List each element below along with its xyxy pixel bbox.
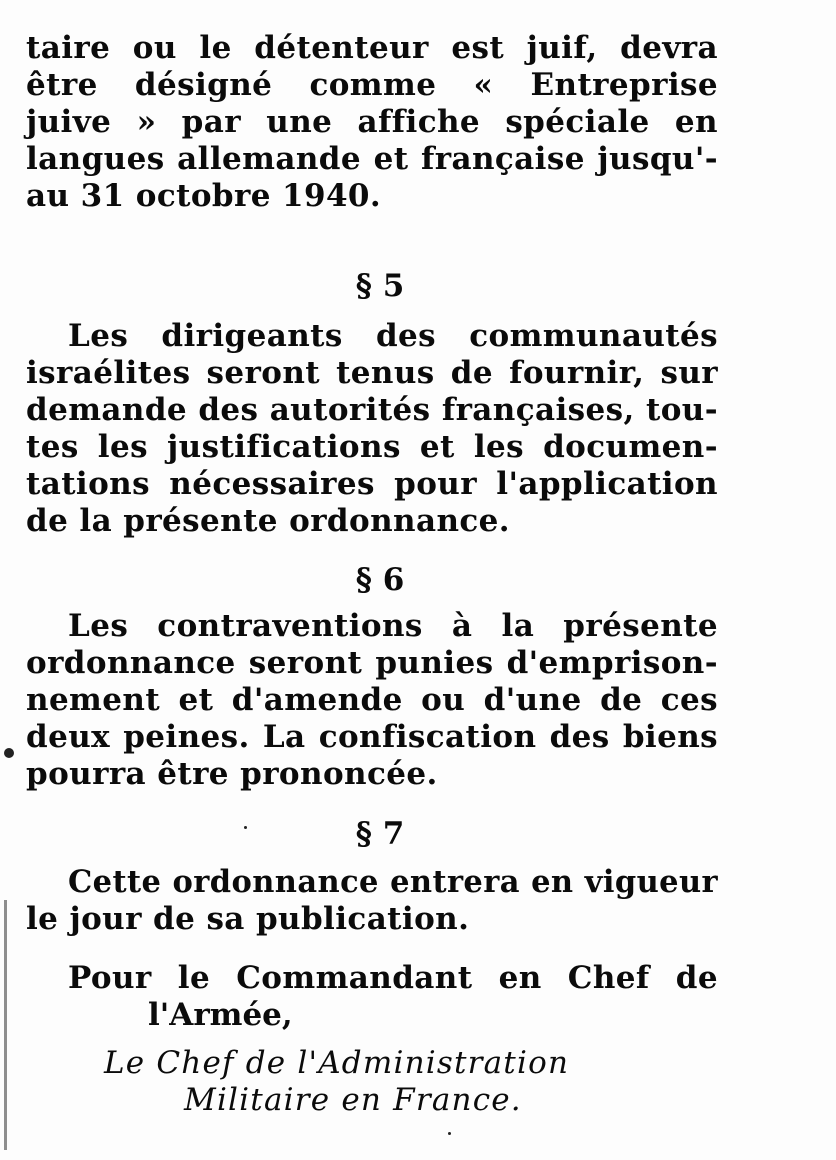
paragraph-line: être désigné comme « Entreprise bbox=[26, 67, 718, 103]
paragraph-line: pourra être prononcée. bbox=[26, 756, 438, 792]
paragraph-line: israélites seront tenus de fournir, sur bbox=[26, 355, 718, 391]
scan-speck bbox=[448, 1132, 451, 1135]
signature-line-4: Militaire en France. bbox=[184, 1082, 522, 1118]
scan-edge bbox=[4, 900, 7, 1150]
signature-line-1: Pour le Commandant en Chef de bbox=[68, 960, 718, 996]
section-heading-7: § 7 bbox=[355, 816, 405, 852]
section-heading-6: § 6 bbox=[355, 562, 405, 598]
paragraph-line: tations nécessaires pour l'application bbox=[26, 466, 718, 502]
paragraph-line: Les contraventions à la présente bbox=[68, 608, 718, 644]
scan-speck bbox=[4, 748, 14, 758]
paragraph-line: taire ou le détenteur est juif, devra bbox=[26, 30, 718, 66]
paragraph-line: ordonnance seront punies d'emprison- bbox=[26, 645, 718, 681]
paragraph-line: Cette ordonnance entrera en vigueur bbox=[68, 864, 718, 900]
scan-speck bbox=[244, 826, 247, 829]
paragraph-line: le jour de sa publication. bbox=[26, 901, 470, 937]
paragraph-line: de la présente ordonnance. bbox=[26, 503, 510, 539]
paragraph-line: au 31 octobre 1940. bbox=[26, 178, 382, 214]
paragraph-line: Les dirigeants des communautés bbox=[68, 318, 718, 354]
paragraph-line: langues allemande et française jusqu'- bbox=[26, 141, 718, 177]
paragraph-line: nement et d'amende ou d'une de ces bbox=[26, 682, 718, 718]
signature-line-3: Le Chef de l'Administration bbox=[104, 1045, 570, 1081]
signature-line-2: l'Armée, bbox=[148, 997, 293, 1033]
paragraph-line: deux peines. La confiscation des biens bbox=[26, 719, 718, 755]
paragraph-line: juive » par une affiche spéciale en bbox=[26, 104, 718, 140]
paragraph-line: demande des autorités françaises, tou- bbox=[26, 392, 718, 428]
paragraph-line: tes les justifications et les documen- bbox=[26, 429, 718, 465]
section-heading-5: § 5 bbox=[355, 268, 405, 304]
